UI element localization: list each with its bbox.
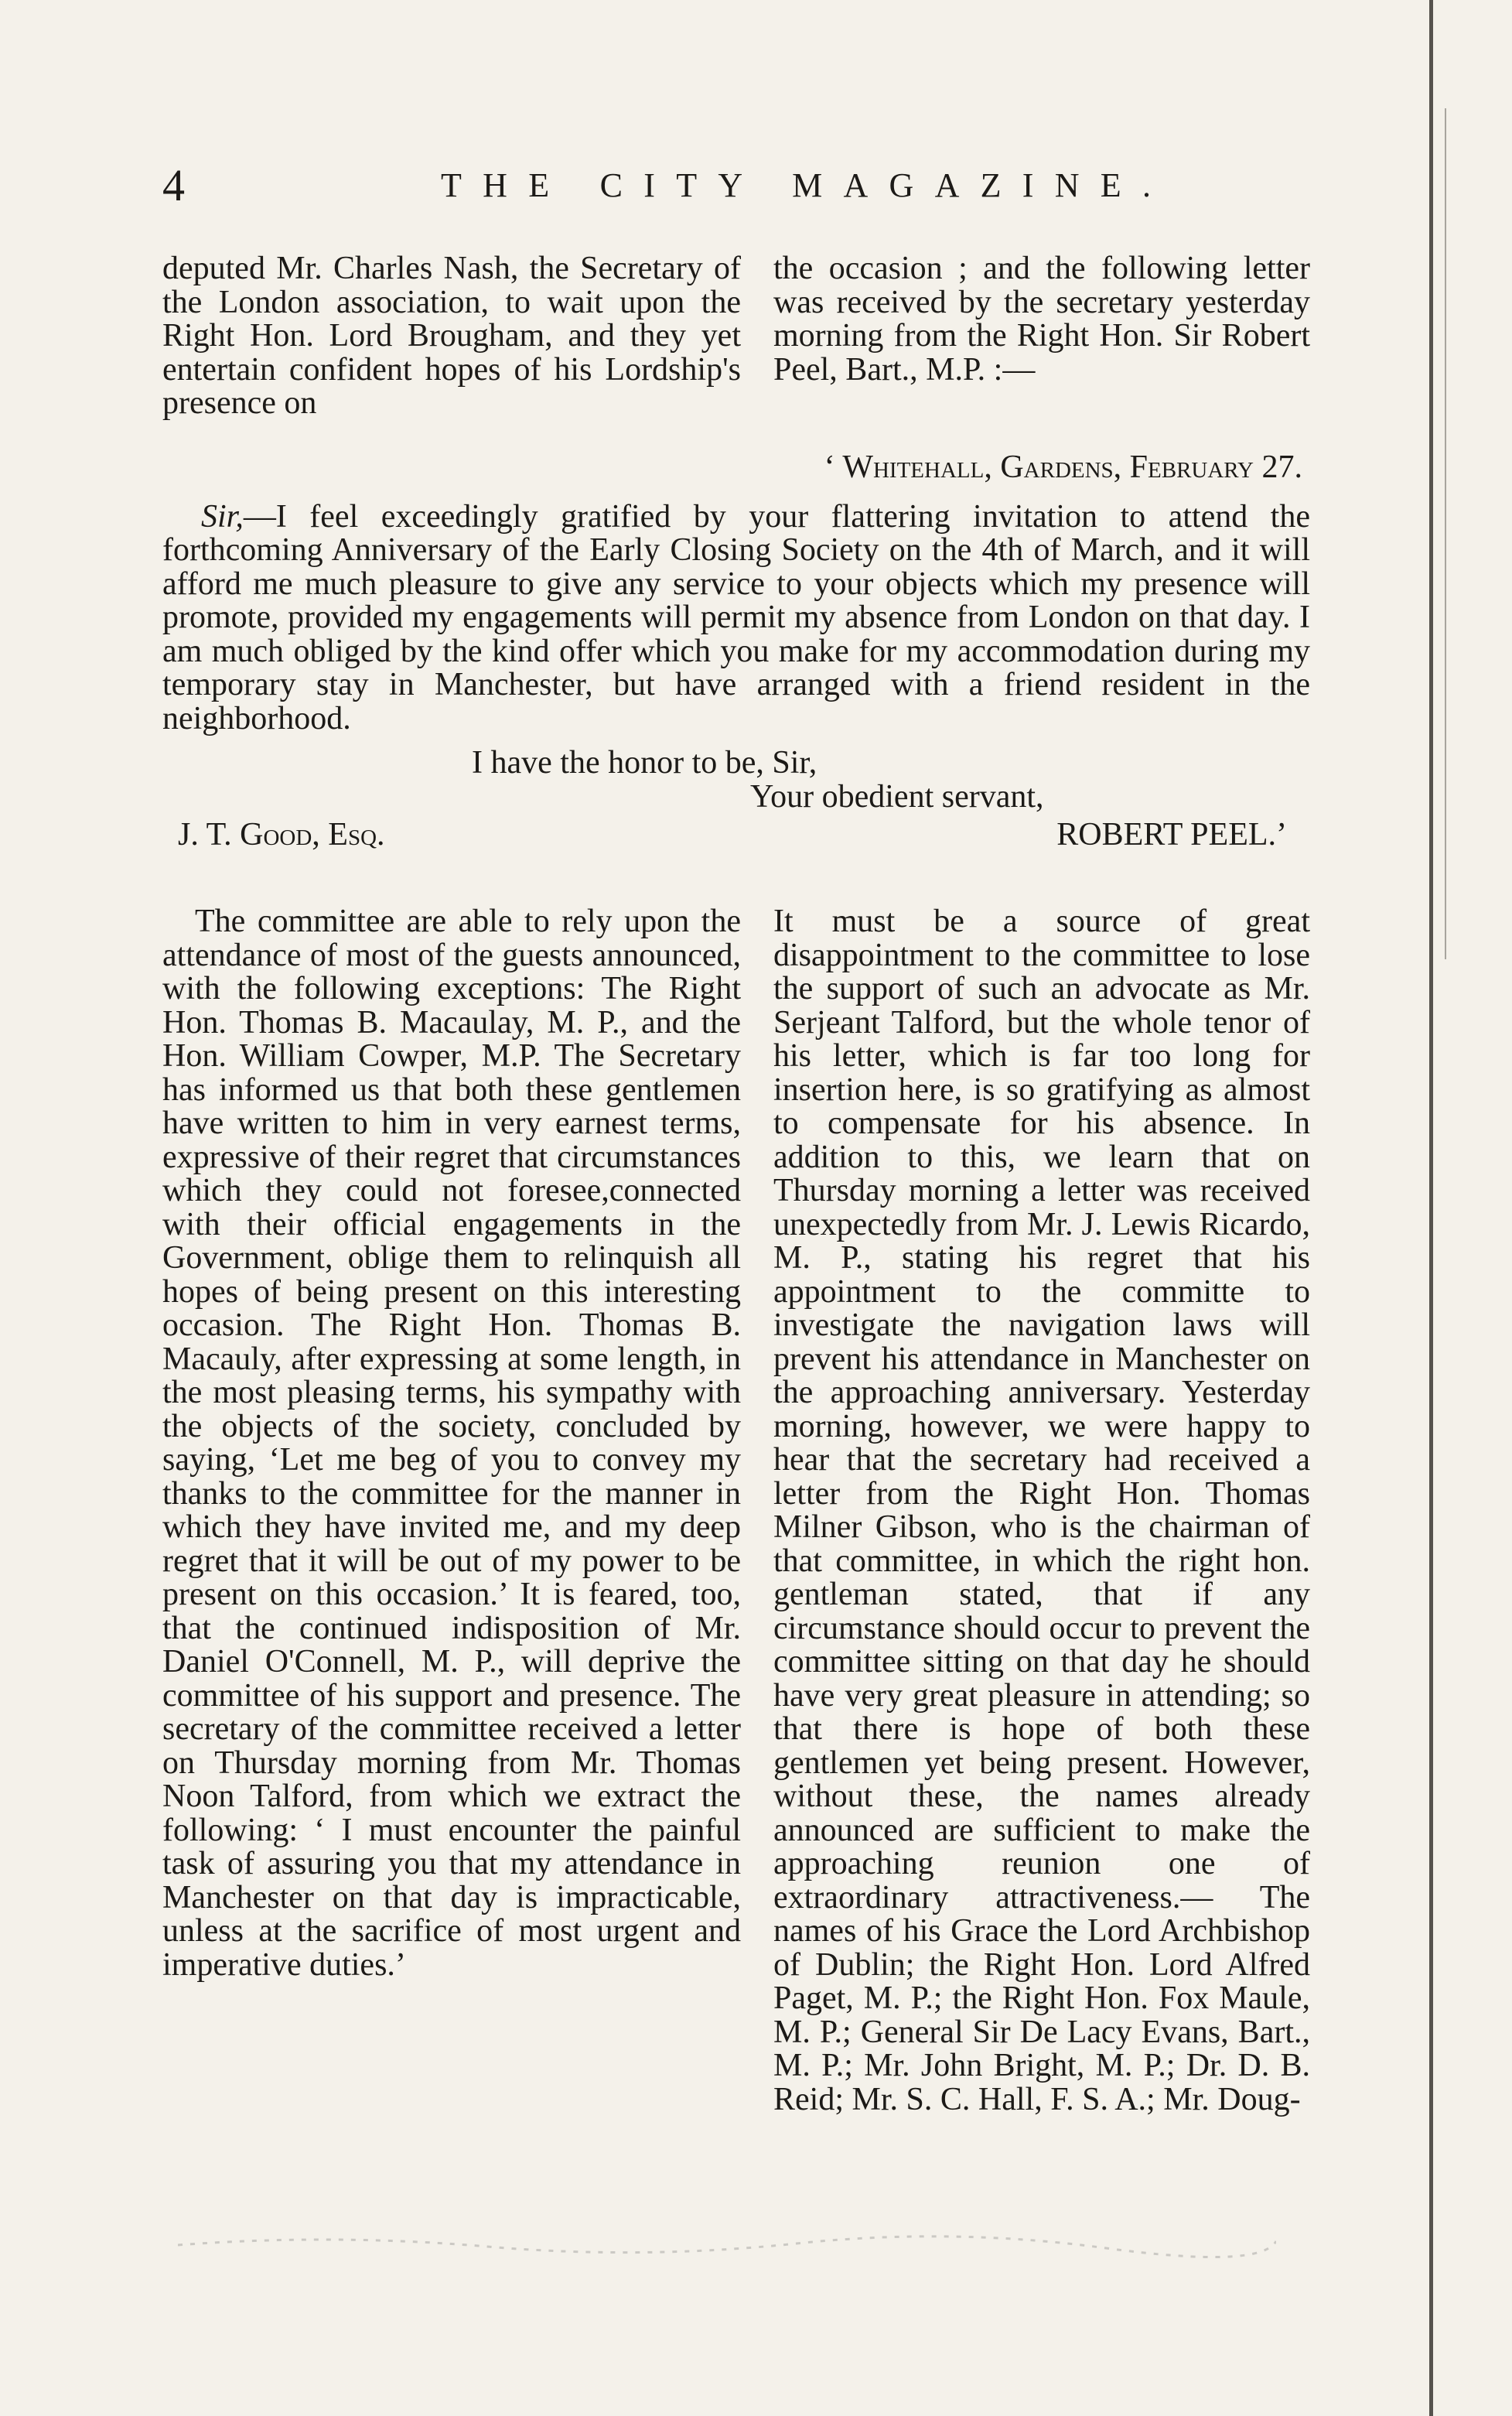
paragraph: the occasion ; and the following letter was received by the secretary yesterday morning from the Right Hon. Sir Robert Peel, Bart., M.P. :—: [773, 251, 1310, 388]
letter-body: [162, 498, 1310, 736]
peel-letter: [162, 451, 1310, 857]
paragraph: deputed Mr. Charles Nash, the Secretary of the London association, to wait upon the Right Hon. Lord Brougham, and they yet entertain confident hopes of his Lordship's presence on: [162, 251, 741, 421]
column-right-bottom: [773, 905, 1310, 2117]
print-bleed-smudge: [178, 2230, 1276, 2261]
letter-salutation: Sir,: [201, 498, 244, 535]
column-right-top: [773, 252, 1310, 387]
letter-addressee: J. T. Good, Esq.: [178, 817, 385, 853]
paragraph: It must be a source of great disappointment to the committee to lose the support of such an advocate as Mr. Serjeant Talford, but the whole tenor of his letter, which is far too long for insertion here, is so gratifying as almost to compensate for his absence. In addition to this, we learn that on Thursday morning a letter was received unexpectedly from Mr. J. Lewis Ricardo, M. P., stating his regret that his appointment to the committe to investigate the navigation laws will prevent his attendance in Manchester on the approaching anniversary. Yesterday morning, however, we were happy to hear that the secretary had received a letter from the Right Hon. Thomas Milner Gibson, who is the chairman of that committee, in which the right hon. gentleman stated, that if any circumstance should occur to prevent the committee sitting on that day he should have very great pleasure in attending; so that there is hope of both these gentlemen yet being present. However, without these, the names already announced are sufficient to make the approaching reunion one of extraordinary attractiveness.— The names of his Grace the Lord Archbishop of Dublin; the Right Hon. Lord Alfred Paget, M. P.; the Right Hon. Fox Maule, M. P.; General Sir De Lacy Evans, Bart., M. P.; Mr. John Bright, M. P.; Dr. D. B. Reid; Mr. S. C. Hall, F. S. A.; Mr. Doug-: [773, 904, 1310, 2117]
letter-text: —I feel exceedingly gratified by your flattering invitation to attend the forthcoming Anniversary of the Early Closing Society on the 4th of March, and it will afford me much pleasure to give any service to your objects which my presence will promote, provided my engagements will permit my absence from London on that day. I am much obliged by the kind offer which you make for my accommodation during my temporary stay in Manchester, but have arranged with a friend resident in the neighborhood.: [162, 498, 1310, 736]
letter-signature-row: [162, 818, 1310, 857]
page-edge-shadow: [1429, 0, 1433, 2416]
page-edge-line: [1445, 108, 1446, 959]
column-left-bottom: [162, 905, 741, 1982]
page-number: 4: [162, 160, 185, 210]
letter-closing-line2: Your obedient servant,: [750, 778, 1044, 815]
letter-signature: ROBERT PEEL.’: [1056, 817, 1287, 853]
page-header: [162, 159, 1307, 213]
running-title: THE CITY MAGAZINE.: [441, 166, 1172, 204]
column-left-top: [162, 252, 741, 421]
letter-closing-line1: I have the honor to be, Sir,: [472, 745, 817, 781]
letter-dateline: ‘ Whitehall, Gardens, February 27.: [824, 449, 1302, 485]
paragraph: The committee are able to rely upon the attendance of most of the guests announced, with the following exceptions: The Right Hon. Thomas B. Macaulay, M. P., and the Hon. William Cowper, M.P. The Secretary has informed us that both these gentlemen have written to him in very earnest terms, expressive of their regret that circumstances which they could not foresee,connected with their official engagements in the Government, oblige them to relinquish all hopes of being present on this interesting occasion. The Right Hon. Thomas B. Macauly, after expressing at some length, in the most pleasing terms, his sympathy with the objects of the society, concluded by saying, ‘Let me beg of you to convey my thanks to the committee for the manner in which they have invited me, and my deep regret that it will be out of my power to be present on this occasion.’ It is feared, too, that the continued indisposition of Mr. Daniel O'Connell, M. P., will deprive the committee of his support and presence. The secretary of the committee received a letter on Thursday morning from Mr. Thomas Noon Talford, from which we extract the following: ‘ I must encounter the painful task of assuring you that my attendance in Manchester on that day is impracticable, unless at the sacrifice of most urgent and imperative duties.’: [162, 904, 741, 1983]
